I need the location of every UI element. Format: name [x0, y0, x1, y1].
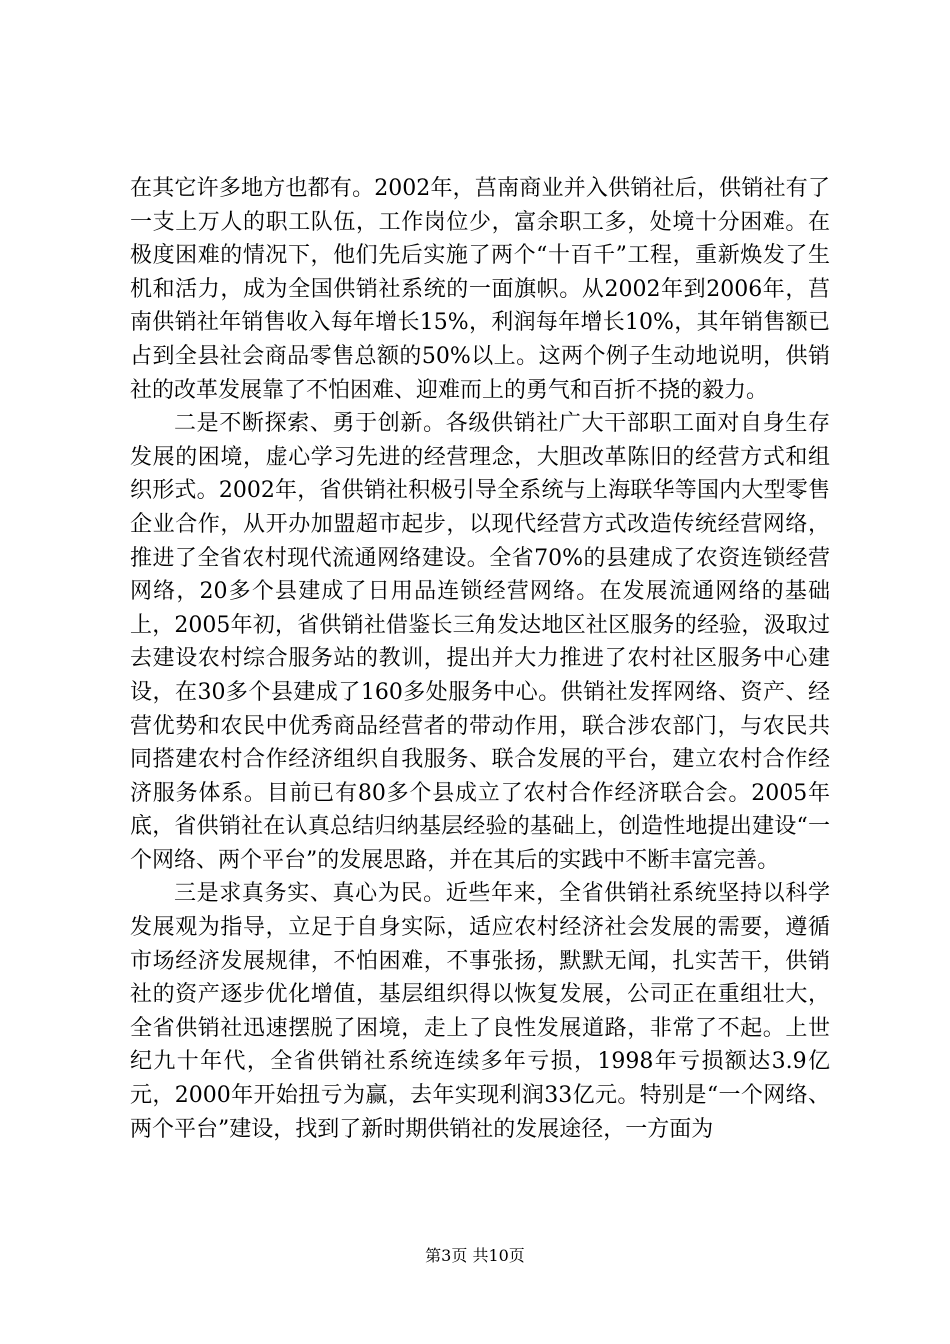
paragraph-pragmatism: 三是求真务实、真心为民。近些年来，全省供销社系统坚持以科学发展观为指导，立足于自身实际，适应农村经济社会发展的需要，遵循市场经济发展规律，不怕困难，不事张扬，默默无闻，扎实苦干，供销社的资产逐步优化增值，基层组织得以恢复发展，公司正在重组壮大，全省供销社迅速摆脱了困境，走上了良性发展道路，非常了不起。上世纪九十年代，全省供销社系统连续多年亏损，1998年亏损额达3.9亿元，2000年开始扭亏为赢，去年实现利润33亿元。特别是“一个网络、两个平台”建设，找到了新时期供销社的发展途径，一方面为	[130, 881, 830, 1142]
paragraph-innovation: 二是不断探索、勇于创新。各级供销社广大干部职工面对自身生存发展的困境，虚心学习先进的经营理念，大胆改革陈旧的经营方式和组织形式。2002年，省供销社积极引导全系统与上海联华等国内大型零售企业合作，从开办加盟超市起步，以现代经营方式改造传统经营网络，推进了全省农村现代流通网络建设。全省70%的县建成了农资连锁经营网络，20多个县建成了日用品连锁经营网络。在发展流通网络的基础上，2005年初，省供销社借鉴长三角发达地区社区服务的经验，汲取过去建设农村综合服务站的教训，提出并大力推进了农村社区服务中心建设，在30多个县建成了160多处服务中心。供销社发挥网络、资产、经营优势和农民中优秀商品经营者的带动作用，联合涉农部门，与农民共同搭建农村合作经济组织自我服务、联合发展的平台，建立农村合作经济服务体系。目前已有80多个县成立了农村合作经济联合会。2005年底，省供销社在认真总结归纳基层经验的基础上，创造性地提出建设“一个网络、两个平台”的发展思路，并在其后的实践中不断丰富完善。	[130, 411, 830, 873]
paragraph-continuation: 在其它许多地方也都有。2002年，莒南商业并入供销社后，供销社有了一支上万人的职工队伍，工作岗位少，富余职工多，处境十分困难。在极度困难的情况下，他们先后实施了两个“十百千”工程，重新焕发了生机和活力，成为全国供销社系统的一面旗帜。从2002年到2006年，莒南供销社年销售收入每年增长15%，利润每年增长10%，其年销售额已占到全县社会商品零售总额的50%以上。这两个例子生动地说明，供销社的改革发展靠了不怕困难、迎难而上的勇气和百折不挠的毅力。	[130, 176, 830, 403]
page-number-footer: 第3页 共10页	[425, 1246, 525, 1265]
document-body	[130, 172, 830, 1146]
